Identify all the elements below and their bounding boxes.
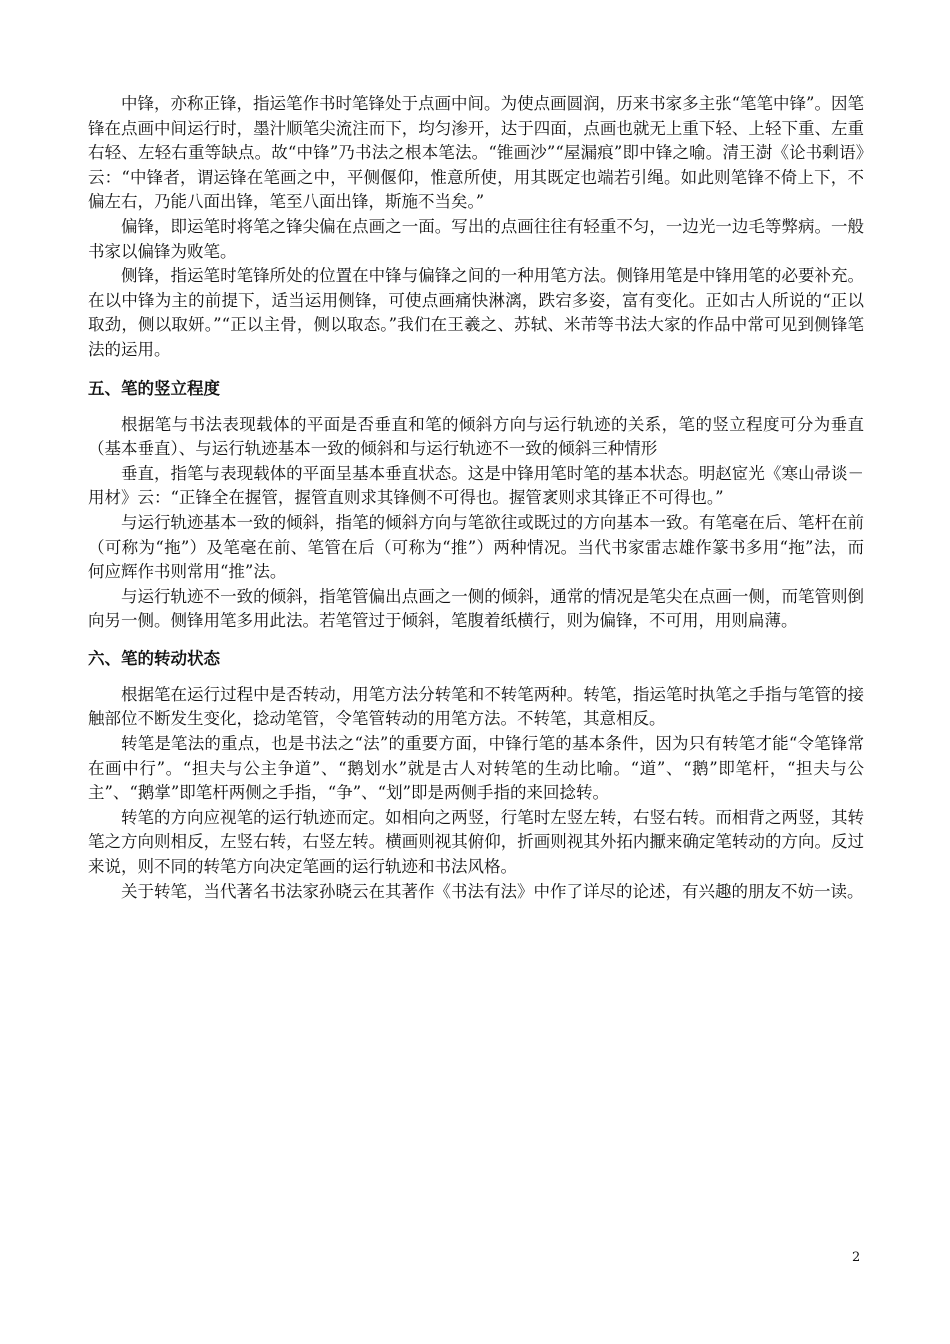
document-page	[88, 92, 864, 904]
paragraph-cefeng: 侧锋，指运笔时笔锋所处的位置在中锋与偏锋之间的一种用笔方法。侧锋用笔是中锋用笔的必要补充。在以中锋为主的前提下，适当运用侧锋，可使点画痛快淋漓，跌宕多姿，富有变化。正如古人所说的“正以取劲，侧以取妍。”“正以主骨，侧以取态。”我们在王羲之、苏轼、米芾等书法大家的作品中常可见到侧锋笔法的运用。	[88, 266, 864, 359]
paragraph-zhuanbi-zhongdian: 转笔是笔法的重点，也是书法之“法”的重要方面，中锋行笔的基本条件，因为只有转笔才能“令笔锋常在画中行”。“担夫与公主争道”、“鹅划水”就是古人对转笔的生动比喻。“道”、“鹅”即笔杆，“担夫与公主”、“鹅掌”即笔杆两侧之手指，“争”、“划”即是两侧手指的来回捻转。	[88, 734, 864, 803]
paragraph-pianfeng: 偏锋，即运笔时将笔之锋尖偏在点画之一面。写出的点画往往有轻重不匀，一边光一边毛等弊病。一般书家以偏锋为败笔。	[88, 216, 864, 261]
paragraph-buyizhi-qingxie: 与运行轨迹不一致的倾斜，指笔管偏出点画之一侧的倾斜，通常的情况是笔尖在点画一侧，而笔管则倒向另一侧。侧锋用笔多用此法。若笔管过于倾斜，笔腹着纸横行，则为偏锋，不可用，用则扁薄。	[88, 586, 864, 631]
section-heading-5: 五、笔的竖立程度	[88, 378, 220, 398]
paragraph-yizhi-qingxie: 与运行轨迹基本一致的倾斜，指笔的倾斜方向与笔欲往或既过的方向基本一致。有笔毫在后、笔杆在前（可称为“拖”）及笔毫在前、笔管在后（可称为“推”）两种情况。当代书家雷志雄作篆书多用“拖”法，而何应辉作书则常用“推”法。	[88, 512, 864, 582]
paragraph-zhuanbi-fangxiang: 转笔的方向应视笔的运行轨迹而定。如相向之两竖，行笔时左竖左转，右竖右转。而相背之两竖，其转笔之方向则相反，左竖右转，右竖左转。横画则视其俯仰，折画则视其外拓内擫来确定笔转动的方向。反过来说，则不同的转笔方向决定笔画的运行轨迹和书法风格。	[88, 807, 864, 877]
paragraph-zhongfeng: 中锋，亦称正锋，指运笔作书时笔锋处于点画中间。为使点画圆润，历来书家多主张“笔笔中锋”。因笔锋在点画中间运行时，墨汁顺笔尖流注而下，均匀渗开，达于四面，点画也就无上重下轻、上轻下重、左重右轻、左轻右重等缺点。故“中锋”乃书法之根本笔法。“锥画沙”“屋漏痕”即中锋之喻。清王澍《论书剩语》云：“中锋者，谓运锋在笔画之中，平侧偃仰，惟意所使，用其既定也端若引绳。如此则笔锋不倚上下，不偏左右，乃能八面出锋，笔至八面出锋，斯施不当矣。”	[88, 94, 864, 212]
paragraph-shuli-intro: 根据笔与书法表现载体的平面是否垂直和笔的倾斜方向与运行轨迹的关系，笔的竖立程度可分为垂直（基本垂直）、与运行轨迹基本一致的倾斜和与运行轨迹不一致的倾斜三种情形	[88, 414, 864, 459]
page-number: 2	[852, 1250, 861, 1265]
section-heading-6: 六、笔的转动状态	[88, 648, 220, 668]
paragraph-zhuandong-intro: 根据笔在运行过程中是否转动，用笔方法分转笔和不转笔两种。转笔，指运笔时执笔之手指与笔管的接触部位不断发生变化，捻动笔管，令笔管转动的用笔方法。不转笔，其意相反。	[88, 684, 864, 729]
paragraph-zhuanbi-tuijian: 关于转笔，当代著名书法家孙晓云在其著作《书法有法》中作了详尽的论述，有兴趣的朋友不妨一读。	[121, 881, 864, 901]
paragraph-chuizhi: 垂直，指笔与表现载体的平面呈基本垂直状态。这是中锋用笔时笔的基本状态。明赵宧光《寒山帚谈－用材》云：“正锋全在握管，握管直则求其锋侧不可得也。握管衺则求其锋正不可得也。”	[88, 463, 864, 508]
